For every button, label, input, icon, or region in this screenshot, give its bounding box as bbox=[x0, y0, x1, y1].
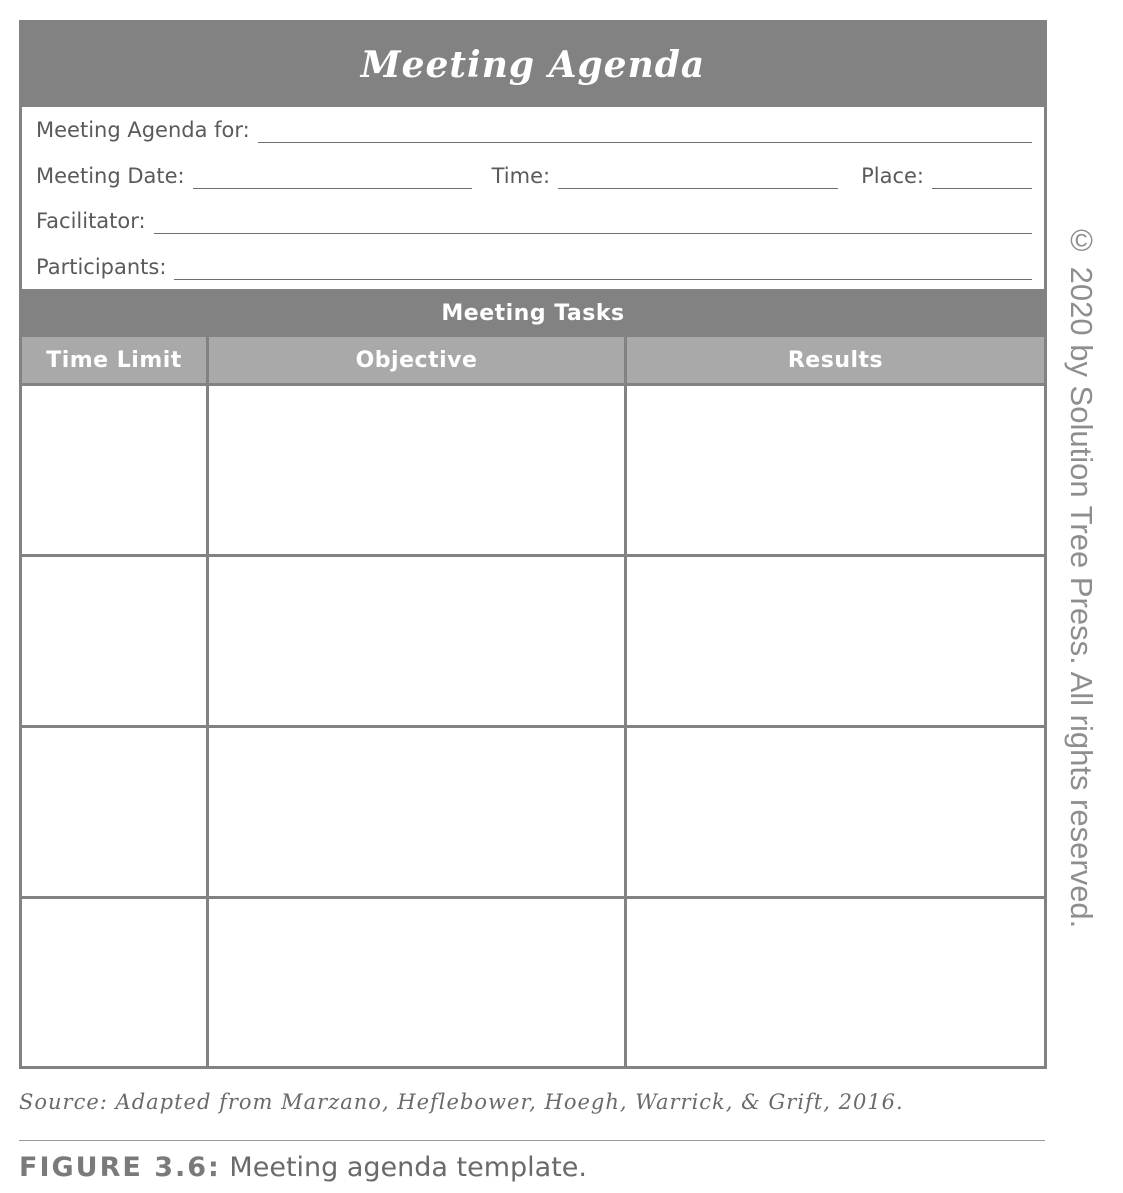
objective-cell[interactable] bbox=[209, 557, 627, 725]
place-label: Place: bbox=[861, 164, 925, 188]
time-limit-cell[interactable] bbox=[22, 557, 209, 725]
agenda-for-label: Meeting Agenda for: bbox=[36, 118, 250, 142]
place-line[interactable] bbox=[932, 187, 1032, 189]
date-time-place-field bbox=[36, 159, 1032, 189]
time-line[interactable] bbox=[558, 187, 838, 189]
column-header-results: Results bbox=[627, 337, 1044, 383]
results-cell[interactable] bbox=[627, 728, 1044, 896]
agenda-for-line[interactable] bbox=[258, 141, 1032, 143]
table-row bbox=[22, 554, 1044, 725]
results-cell[interactable] bbox=[627, 899, 1044, 1067]
title-bar bbox=[22, 23, 1044, 107]
form-title: Meeting Agenda bbox=[360, 44, 706, 86]
column-header-time-limit: Time Limit bbox=[22, 337, 209, 383]
objective-cell[interactable] bbox=[209, 728, 627, 896]
meeting-tasks-title: Meeting Tasks bbox=[441, 300, 625, 326]
date-label: Meeting Date: bbox=[36, 164, 185, 188]
table-row bbox=[22, 386, 1044, 554]
agenda-for-field bbox=[36, 113, 1032, 143]
figure-caption-text: Meeting agenda template. bbox=[220, 1152, 588, 1183]
date-line[interactable] bbox=[193, 187, 472, 189]
participants-line[interactable] bbox=[174, 278, 1032, 280]
time-limit-cell[interactable] bbox=[22, 899, 209, 1067]
results-cell[interactable] bbox=[627, 386, 1044, 554]
copyright-notice: © 2020 by Solution Tree Press. All rights reserved. bbox=[1064, 223, 1099, 929]
time-label: Time: bbox=[491, 164, 551, 188]
time-limit-cell[interactable] bbox=[22, 386, 209, 554]
figure-caption bbox=[19, 1152, 587, 1183]
figure-label: FIGURE 3.6: bbox=[19, 1152, 221, 1183]
objective-cell[interactable] bbox=[209, 386, 627, 554]
facilitator-line[interactable] bbox=[154, 232, 1032, 234]
time-limit-cell[interactable] bbox=[22, 728, 209, 896]
participants-label: Participants: bbox=[36, 255, 167, 279]
facilitator-field bbox=[36, 204, 1032, 234]
objective-cell[interactable] bbox=[209, 899, 627, 1067]
source-citation: Source: Adapted from Marzano, Heflebower, Hoegh, Warrick, & Grift, 2016. bbox=[19, 1090, 904, 1114]
meeting-agenda-form bbox=[19, 20, 1047, 1069]
meeting-tasks-bar bbox=[22, 289, 1044, 337]
participants-field bbox=[36, 250, 1032, 280]
column-header-objective: Objective bbox=[209, 337, 627, 383]
tasks-table bbox=[22, 386, 1044, 1067]
table-row bbox=[22, 896, 1044, 1067]
tasks-column-headers bbox=[22, 337, 1044, 386]
results-cell[interactable] bbox=[627, 557, 1044, 725]
table-row bbox=[22, 725, 1044, 896]
facilitator-label: Facilitator: bbox=[36, 209, 146, 233]
caption-divider bbox=[19, 1140, 1045, 1141]
